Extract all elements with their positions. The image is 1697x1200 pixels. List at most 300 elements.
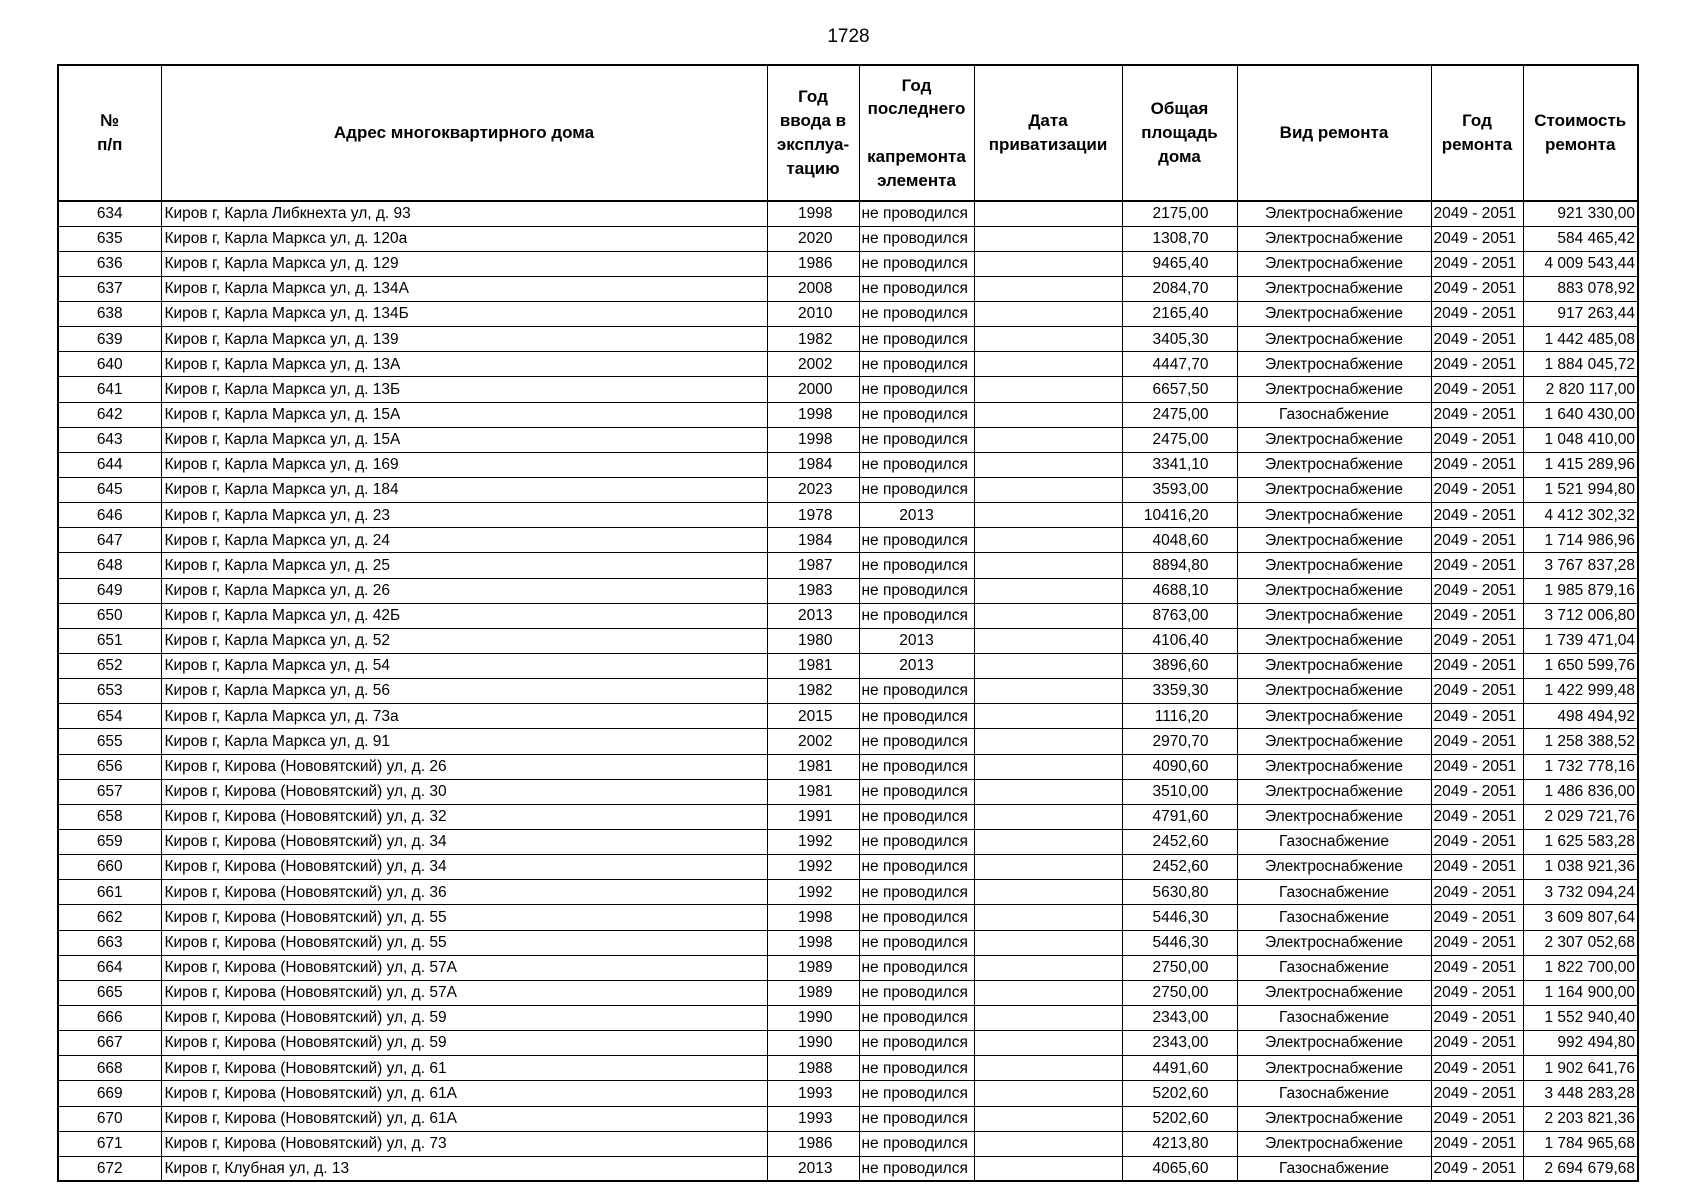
table-row (58, 980, 1638, 1005)
cell-num: 644 (58, 452, 161, 477)
cell-area: 3896,60 (1122, 654, 1237, 679)
cell-area: 8894,80 (1122, 553, 1237, 578)
cell-privatization (974, 276, 1122, 301)
table-row (58, 830, 1638, 855)
cell-area: 4213,80 (1122, 1131, 1237, 1156)
cell-area: 2452,60 (1122, 855, 1237, 880)
cell-repair-type: Электроснабжение (1237, 578, 1431, 603)
cell-cost: 584 465,42 (1523, 226, 1638, 251)
cell-privatization (974, 930, 1122, 955)
cell-num: 672 (58, 1156, 161, 1181)
cell-privatization (974, 980, 1122, 1005)
cell-privatization (974, 1081, 1122, 1106)
cell-year-built: 1992 (767, 880, 859, 905)
cell-privatization (974, 628, 1122, 653)
cell-cost: 2 694 679,68 (1523, 1156, 1638, 1181)
cell-last-repair: не проводился (859, 779, 974, 804)
cell-privatization (974, 603, 1122, 628)
cell-area: 3359,30 (1122, 679, 1237, 704)
cell-last-repair: не проводился (859, 478, 974, 503)
cell-address: Киров г, Кирова (Нововятский) ул, д. 32 (161, 804, 767, 829)
table-row (58, 377, 1638, 402)
cell-address: Киров г, Кирова (Нововятский) ул, д. 36 (161, 880, 767, 905)
table-row (58, 955, 1638, 980)
table-row (58, 201, 1638, 226)
cell-area: 4048,60 (1122, 528, 1237, 553)
cell-num: 666 (58, 1006, 161, 1031)
cell-address: Киров г, Кирова (Нововятский) ул, д. 34 (161, 855, 767, 880)
cell-privatization (974, 578, 1122, 603)
cell-area: 1116,20 (1122, 704, 1237, 729)
cell-num: 654 (58, 704, 161, 729)
cell-num: 655 (58, 729, 161, 754)
cell-year-built: 2010 (767, 302, 859, 327)
table-row (58, 226, 1638, 251)
cell-year-built: 1988 (767, 1056, 859, 1081)
cell-last-repair: 2013 (859, 654, 974, 679)
cell-repair-type: Электроснабжение (1237, 201, 1431, 226)
table-row (58, 930, 1638, 955)
table-row (58, 452, 1638, 477)
cell-cost: 1 486 836,00 (1523, 779, 1638, 804)
cell-cost: 1 258 388,52 (1523, 729, 1638, 754)
header-row (58, 65, 1638, 201)
cell-last-repair: не проводился (859, 980, 974, 1005)
cell-area: 3593,00 (1122, 478, 1237, 503)
cell-cost: 3 448 283,28 (1523, 1081, 1638, 1106)
cell-year-built: 1986 (767, 251, 859, 276)
cell-area: 2165,40 (1122, 302, 1237, 327)
cell-cost: 1 038 921,36 (1523, 855, 1638, 880)
cell-num: 671 (58, 1131, 161, 1156)
cell-num: 658 (58, 804, 161, 829)
cell-repair-year: 2049 - 2051 (1431, 377, 1523, 402)
cell-cost: 1 415 289,96 (1523, 452, 1638, 477)
cell-area: 6657,50 (1122, 377, 1237, 402)
cell-area: 2084,70 (1122, 276, 1237, 301)
table-row (58, 654, 1638, 679)
cell-repair-type: Электроснабжение (1237, 503, 1431, 528)
cell-address: Киров г, Клубная ул, д. 13 (161, 1156, 767, 1181)
cell-repair-year: 2049 - 2051 (1431, 1131, 1523, 1156)
cell-repair-type: Газоснабжение (1237, 1006, 1431, 1031)
table-row (58, 503, 1638, 528)
cell-year-built: 2023 (767, 478, 859, 503)
cell-address: Киров г, Карла Маркса ул, д. 134А (161, 276, 767, 301)
cell-repair-type: Электроснабжение (1237, 855, 1431, 880)
table-row (58, 905, 1638, 930)
cell-year-built: 1983 (767, 578, 859, 603)
cell-repair-type: Электроснабжение (1237, 603, 1431, 628)
cell-repair-type: Электроснабжение (1237, 679, 1431, 704)
cell-repair-type: Электроснабжение (1237, 980, 1431, 1005)
table-row (58, 603, 1638, 628)
table-row (58, 729, 1638, 754)
cell-year-built: 2008 (767, 276, 859, 301)
cell-privatization (974, 1156, 1122, 1181)
cell-privatization (974, 201, 1122, 226)
cell-repair-type: Электроснабжение (1237, 302, 1431, 327)
cell-cost: 1 884 045,72 (1523, 352, 1638, 377)
cell-area: 2343,00 (1122, 1006, 1237, 1031)
header-num: № п/п (58, 65, 161, 201)
cell-address: Киров г, Кирова (Нововятский) ул, д. 73 (161, 1131, 767, 1156)
cell-last-repair: не проводился (859, 201, 974, 226)
cell-privatization (974, 779, 1122, 804)
cell-num: 651 (58, 628, 161, 653)
cell-cost: 2 203 821,36 (1523, 1106, 1638, 1131)
cell-year-built: 1981 (767, 654, 859, 679)
table-row (58, 427, 1638, 452)
table-row (58, 251, 1638, 276)
table-row (58, 704, 1638, 729)
table-row (58, 779, 1638, 804)
cell-repair-type: Газоснабжение (1237, 905, 1431, 930)
cell-num: 647 (58, 528, 161, 553)
cell-privatization (974, 1006, 1122, 1031)
cell-address: Киров г, Карла Маркса ул, д. 169 (161, 452, 767, 477)
cell-address: Киров г, Карла Маркса ул, д. 24 (161, 528, 767, 553)
cell-area: 4791,60 (1122, 804, 1237, 829)
cell-privatization (974, 377, 1122, 402)
cell-year-built: 1991 (767, 804, 859, 829)
cell-cost: 921 330,00 (1523, 201, 1638, 226)
cell-last-repair: не проводился (859, 452, 974, 477)
cell-repair-type: Электроснабжение (1237, 704, 1431, 729)
repair-schedule-table (57, 64, 1639, 1182)
cell-repair-year: 2049 - 2051 (1431, 452, 1523, 477)
cell-year-built: 1992 (767, 855, 859, 880)
cell-year-built: 1984 (767, 528, 859, 553)
cell-repair-year: 2049 - 2051 (1431, 779, 1523, 804)
cell-cost: 498 494,92 (1523, 704, 1638, 729)
cell-address: Киров г, Кирова (Нововятский) ул, д. 61 (161, 1056, 767, 1081)
cell-last-repair: не проводился (859, 729, 974, 754)
table-row (58, 1106, 1638, 1131)
cell-cost: 1 625 583,28 (1523, 830, 1638, 855)
cell-address: Киров г, Карла Маркса ул, д. 184 (161, 478, 767, 503)
cell-repair-year: 2049 - 2051 (1431, 905, 1523, 930)
header-year-built: Год ввода в эксплуа- тацию (767, 65, 859, 201)
cell-cost: 1 902 641,76 (1523, 1056, 1638, 1081)
cell-year-built: 1993 (767, 1081, 859, 1106)
cell-last-repair: не проводился (859, 1156, 974, 1181)
cell-last-repair: не проводился (859, 855, 974, 880)
table-row (58, 327, 1638, 352)
cell-privatization (974, 880, 1122, 905)
cell-area: 2750,00 (1122, 980, 1237, 1005)
cell-cost: 3 609 807,64 (1523, 905, 1638, 930)
cell-repair-year: 2049 - 2051 (1431, 804, 1523, 829)
table-row (58, 1131, 1638, 1156)
header-address: Адрес многоквартирного дома (161, 65, 767, 201)
cell-repair-year: 2049 - 2051 (1431, 754, 1523, 779)
cell-cost: 3 767 837,28 (1523, 553, 1638, 578)
cell-repair-type: Газоснабжение (1237, 880, 1431, 905)
cell-year-built: 1993 (767, 1106, 859, 1131)
cell-address: Киров г, Карла Маркса ул, д. 134Б (161, 302, 767, 327)
cell-last-repair: не проводился (859, 1081, 974, 1106)
cell-cost: 2 820 117,00 (1523, 377, 1638, 402)
cell-address: Киров г, Карла Маркса ул, д. 54 (161, 654, 767, 679)
header-last-repair: Год последнего капремонта элемента (859, 65, 974, 201)
cell-area: 5202,60 (1122, 1106, 1237, 1131)
cell-repair-year: 2049 - 2051 (1431, 1006, 1523, 1031)
cell-last-repair: не проводился (859, 1131, 974, 1156)
cell-repair-type: Электроснабжение (1237, 553, 1431, 578)
cell-privatization (974, 251, 1122, 276)
cell-repair-type: Электроснабжение (1237, 377, 1431, 402)
table-row (58, 1056, 1638, 1081)
cell-num: 648 (58, 553, 161, 578)
cell-address: Киров г, Кирова (Нововятский) ул, д. 57А (161, 955, 767, 980)
cell-num: 669 (58, 1081, 161, 1106)
table-row (58, 1081, 1638, 1106)
cell-address: Киров г, Кирова (Нововятский) ул, д. 30 (161, 779, 767, 804)
cell-privatization (974, 452, 1122, 477)
cell-last-repair: не проводился (859, 804, 974, 829)
cell-repair-type: Электроснабжение (1237, 452, 1431, 477)
cell-cost: 917 263,44 (1523, 302, 1638, 327)
header-repair-type: Вид ремонта (1237, 65, 1431, 201)
cell-address: Киров г, Кирова (Нововятский) ул, д. 55 (161, 905, 767, 930)
cell-repair-year: 2049 - 2051 (1431, 930, 1523, 955)
cell-num: 636 (58, 251, 161, 276)
cell-cost: 883 078,92 (1523, 276, 1638, 301)
cell-last-repair: не проводился (859, 905, 974, 930)
cell-year-built: 2000 (767, 377, 859, 402)
cell-last-repair: не проводился (859, 528, 974, 553)
table-row (58, 578, 1638, 603)
cell-last-repair: не проводился (859, 1106, 974, 1131)
cell-privatization (974, 855, 1122, 880)
table-row (58, 352, 1638, 377)
cell-last-repair: не проводился (859, 1006, 974, 1031)
cell-num: 642 (58, 402, 161, 427)
cell-repair-year: 2049 - 2051 (1431, 628, 1523, 653)
cell-repair-type: Электроснабжение (1237, 930, 1431, 955)
table-row (58, 478, 1638, 503)
cell-area: 5446,30 (1122, 905, 1237, 930)
cell-privatization (974, 1131, 1122, 1156)
table-row (58, 1006, 1638, 1031)
cell-repair-year: 2049 - 2051 (1431, 1106, 1523, 1131)
cell-year-built: 1981 (767, 754, 859, 779)
header-area: Общая площадь дома (1122, 65, 1237, 201)
cell-last-repair: не проводился (859, 603, 974, 628)
cell-last-repair: не проводился (859, 1056, 974, 1081)
cell-privatization (974, 1056, 1122, 1081)
cell-cost: 1 985 879,16 (1523, 578, 1638, 603)
table-body (58, 201, 1638, 1181)
cell-cost: 1 822 700,00 (1523, 955, 1638, 980)
cell-year-built: 1987 (767, 553, 859, 578)
table-row (58, 1031, 1638, 1056)
cell-repair-year: 2049 - 2051 (1431, 478, 1523, 503)
cell-num: 657 (58, 779, 161, 804)
cell-num: 640 (58, 352, 161, 377)
cell-area: 2175,00 (1122, 201, 1237, 226)
cell-cost: 3 732 094,24 (1523, 880, 1638, 905)
cell-year-built: 1978 (767, 503, 859, 528)
cell-last-repair: не проводился (859, 226, 974, 251)
cell-last-repair: не проводился (859, 830, 974, 855)
cell-repair-type: Электроснабжение (1237, 327, 1431, 352)
cell-last-repair: не проводился (859, 679, 974, 704)
cell-num: 663 (58, 930, 161, 955)
cell-repair-type: Электроснабжение (1237, 251, 1431, 276)
cell-repair-year: 2049 - 2051 (1431, 729, 1523, 754)
cell-last-repair: не проводился (859, 377, 974, 402)
cell-repair-type: Электроснабжение (1237, 1031, 1431, 1056)
cell-privatization (974, 478, 1122, 503)
cell-area: 4688,10 (1122, 578, 1237, 603)
cell-area: 2475,00 (1122, 427, 1237, 452)
cell-last-repair: не проводился (859, 880, 974, 905)
cell-year-built: 1989 (767, 955, 859, 980)
cell-repair-year: 2049 - 2051 (1431, 402, 1523, 427)
cell-year-built: 1981 (767, 779, 859, 804)
cell-repair-year: 2049 - 2051 (1431, 1031, 1523, 1056)
table-row (58, 855, 1638, 880)
cell-repair-year: 2049 - 2051 (1431, 1081, 1523, 1106)
cell-cost: 1 732 778,16 (1523, 754, 1638, 779)
cell-area: 2475,00 (1122, 402, 1237, 427)
cell-num: 665 (58, 980, 161, 1005)
cell-repair-type: Электроснабжение (1237, 352, 1431, 377)
cell-privatization (974, 226, 1122, 251)
cell-address: Киров г, Карла Маркса ул, д. 26 (161, 578, 767, 603)
cell-repair-year: 2049 - 2051 (1431, 603, 1523, 628)
table-row (58, 528, 1638, 553)
cell-repair-type: Электроснабжение (1237, 427, 1431, 452)
table-row (58, 1156, 1638, 1181)
cell-repair-year: 2049 - 2051 (1431, 201, 1523, 226)
cell-cost: 1 442 485,08 (1523, 327, 1638, 352)
cell-privatization (974, 327, 1122, 352)
cell-area: 9465,40 (1122, 251, 1237, 276)
cell-repair-type: Газоснабжение (1237, 830, 1431, 855)
cell-cost: 1 784 965,68 (1523, 1131, 1638, 1156)
cell-privatization (974, 830, 1122, 855)
cell-cost: 4 009 543,44 (1523, 251, 1638, 276)
cell-cost: 1 164 900,00 (1523, 980, 1638, 1005)
cell-year-built: 2020 (767, 226, 859, 251)
cell-repair-year: 2049 - 2051 (1431, 503, 1523, 528)
cell-year-built: 1990 (767, 1031, 859, 1056)
table-row (58, 754, 1638, 779)
cell-privatization (974, 553, 1122, 578)
cell-address: Киров г, Карла Маркса ул, д. 139 (161, 327, 767, 352)
cell-num: 664 (58, 955, 161, 980)
cell-area: 2750,00 (1122, 955, 1237, 980)
cell-address: Киров г, Кирова (Нововятский) ул, д. 59 (161, 1031, 767, 1056)
cell-area: 4491,60 (1122, 1056, 1237, 1081)
cell-address: Киров г, Карла Маркса ул, д. 25 (161, 553, 767, 578)
table-row (58, 402, 1638, 427)
cell-last-repair: не проводился (859, 955, 974, 980)
cell-area: 3510,00 (1122, 779, 1237, 804)
cell-repair-type: Электроснабжение (1237, 1056, 1431, 1081)
cell-area: 5446,30 (1122, 930, 1237, 955)
cell-address: Киров г, Карла Маркса ул, д. 73а (161, 704, 767, 729)
cell-address: Киров г, Кирова (Нововятский) ул, д. 57А (161, 980, 767, 1005)
cell-address: Киров г, Кирова (Нововятский) ул, д. 34 (161, 830, 767, 855)
cell-privatization (974, 528, 1122, 553)
cell-repair-year: 2049 - 2051 (1431, 302, 1523, 327)
cell-area: 3405,30 (1122, 327, 1237, 352)
header-cost: Стоимость ремонта (1523, 65, 1638, 201)
cell-repair-year: 2049 - 2051 (1431, 855, 1523, 880)
table-row (58, 880, 1638, 905)
cell-address: Киров г, Карла Маркса ул, д. 42Б (161, 603, 767, 628)
cell-year-built: 1982 (767, 679, 859, 704)
cell-year-built: 2015 (767, 704, 859, 729)
cell-year-built: 1982 (767, 327, 859, 352)
cell-repair-type: Электроснабжение (1237, 226, 1431, 251)
cell-last-repair: не проводился (859, 327, 974, 352)
cell-repair-year: 2049 - 2051 (1431, 654, 1523, 679)
cell-repair-type: Электроснабжение (1237, 628, 1431, 653)
cell-num: 645 (58, 478, 161, 503)
table-header (58, 65, 1638, 201)
cell-repair-year: 2049 - 2051 (1431, 704, 1523, 729)
cell-repair-type: Электроснабжение (1237, 478, 1431, 503)
header-privatization: Дата приватизации (974, 65, 1122, 201)
cell-repair-year: 2049 - 2051 (1431, 427, 1523, 452)
cell-year-built: 1984 (767, 452, 859, 477)
cell-last-repair: не проводился (859, 352, 974, 377)
cell-cost: 3 712 006,80 (1523, 603, 1638, 628)
cell-num: 635 (58, 226, 161, 251)
cell-num: 656 (58, 754, 161, 779)
cell-repair-type: Газоснабжение (1237, 1081, 1431, 1106)
cell-num: 637 (58, 276, 161, 301)
cell-last-repair: не проводился (859, 1031, 974, 1056)
cell-repair-type: Газоснабжение (1237, 955, 1431, 980)
cell-repair-year: 2049 - 2051 (1431, 980, 1523, 1005)
cell-last-repair: не проводился (859, 578, 974, 603)
cell-address: Киров г, Кирова (Нововятский) ул, д. 61А (161, 1106, 767, 1131)
cell-address: Киров г, Кирова (Нововятский) ул, д. 61А (161, 1081, 767, 1106)
cell-year-built: 2002 (767, 729, 859, 754)
cell-repair-type: Электроснабжение (1237, 754, 1431, 779)
cell-address: Киров г, Кирова (Нововятский) ул, д. 59 (161, 1006, 767, 1031)
cell-cost: 4 412 302,32 (1523, 503, 1638, 528)
cell-area: 5630,80 (1122, 880, 1237, 905)
table-row (58, 276, 1638, 301)
cell-num: 661 (58, 880, 161, 905)
cell-num: 670 (58, 1106, 161, 1131)
cell-privatization (974, 1106, 1122, 1131)
cell-num: 646 (58, 503, 161, 528)
cell-privatization (974, 427, 1122, 452)
cell-repair-year: 2049 - 2051 (1431, 578, 1523, 603)
cell-last-repair: 2013 (859, 503, 974, 528)
cell-repair-year: 2049 - 2051 (1431, 528, 1523, 553)
cell-repair-year: 2049 - 2051 (1431, 880, 1523, 905)
cell-area: 4106,40 (1122, 628, 1237, 653)
table-row (58, 679, 1638, 704)
cell-num: 650 (58, 603, 161, 628)
cell-num: 649 (58, 578, 161, 603)
cell-repair-year: 2049 - 2051 (1431, 226, 1523, 251)
cell-privatization (974, 679, 1122, 704)
cell-repair-year: 2049 - 2051 (1431, 251, 1523, 276)
cell-repair-type: Электроснабжение (1237, 729, 1431, 754)
cell-num: 653 (58, 679, 161, 704)
cell-area: 2970,70 (1122, 729, 1237, 754)
